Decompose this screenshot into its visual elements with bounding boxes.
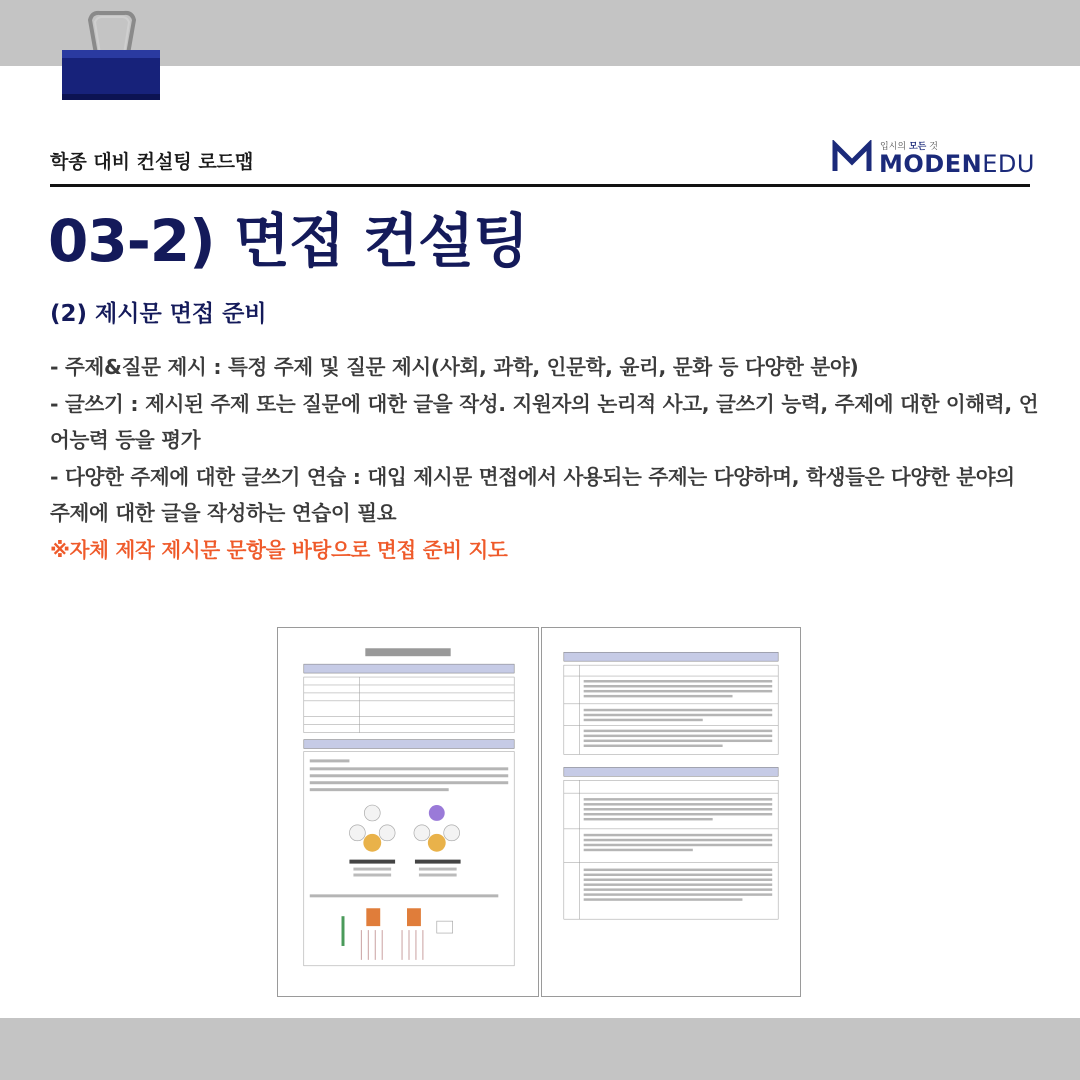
moden-edu-logo-mark bbox=[832, 140, 872, 174]
logo-tagline: 입시의 모든 것 bbox=[880, 142, 938, 152]
bottom-band bbox=[0, 1018, 1080, 1080]
header-title: 학종 대비 컨설팅 로드맵 bbox=[50, 151, 254, 173]
document-thumbnail-2 bbox=[542, 628, 800, 996]
sample-document-page-2 bbox=[541, 627, 801, 997]
logo[interactable] bbox=[832, 136, 1035, 178]
description-line-1: - 주제&질문 제시 : 특정 주제 및 질문 제시(사회, 과학, 인문학, 윤리, 문화 등 다양한 분야) bbox=[50, 355, 859, 379]
page-title: 03-2) 면접 컨설팅 bbox=[48, 207, 529, 275]
binder-clip-icon bbox=[60, 8, 164, 104]
document-thumbnail-1 bbox=[278, 628, 538, 996]
logo-wordmark: MODENEDU bbox=[879, 150, 1035, 178]
highlight-note: ※자체 제작 제시문 문항을 바탕으로 면접 준비 지도 bbox=[50, 537, 508, 562]
sample-document-page-1 bbox=[277, 627, 539, 997]
header-divider bbox=[50, 184, 1030, 187]
section-subtitle: (2) 제시문 면접 준비 bbox=[50, 301, 267, 327]
description-text bbox=[50, 349, 1040, 568]
description-line-3: - 다양한 주제에 대한 글쓰기 연습 : 대입 제시문 면접에서 사용되는 주제는 다양하며, 학생들은 다양한 분야의 주제에 대한 글을 작성하는 연습이 필요 bbox=[50, 464, 1015, 525]
description-line-2: - 글쓰기 : 제시된 주제 또는 질문에 대한 글을 작성. 지원자의 논리적 사고, 글쓰기 능력, 주제에 대한 이해력, 언어능력 등을 평가 bbox=[50, 391, 1039, 452]
